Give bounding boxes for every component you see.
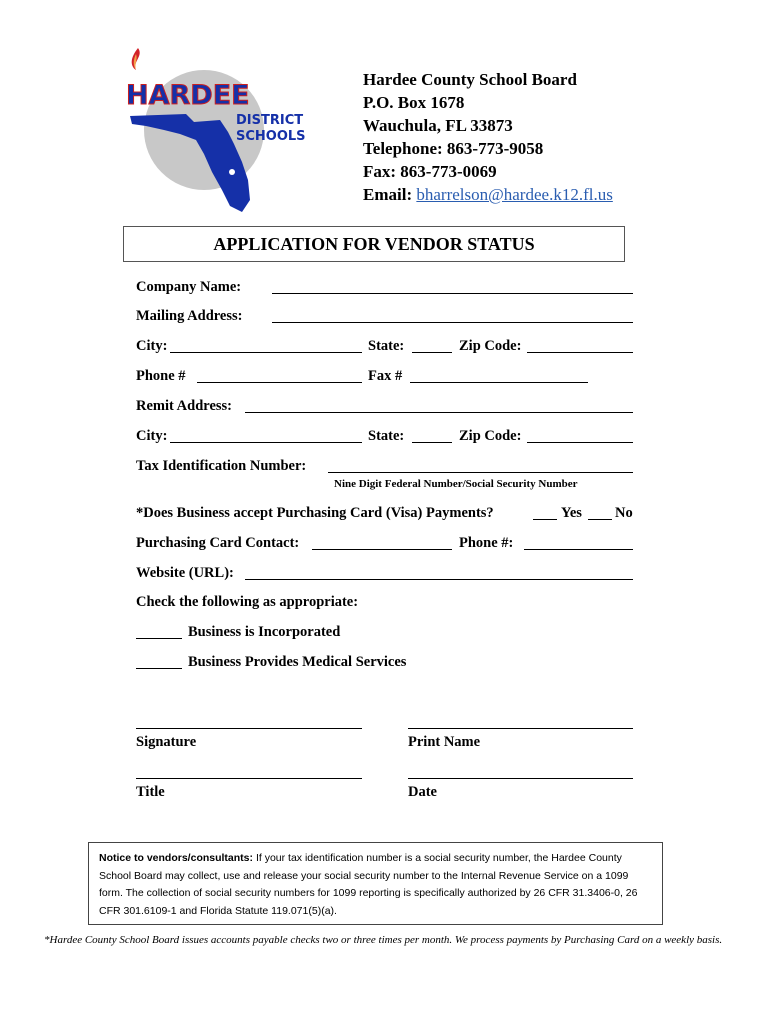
incorporated-checkline[interactable] xyxy=(136,638,182,639)
print-name-field[interactable] xyxy=(408,728,633,729)
remit-zip-field[interactable] xyxy=(527,442,633,443)
remit-address-label: Remit Address: xyxy=(136,398,232,414)
medical-checkline[interactable] xyxy=(136,668,182,669)
logo-word-hardee: HARDEE xyxy=(126,80,250,111)
check-heading: Check the following as appropriate: xyxy=(136,594,359,610)
logo-word-district: DISTRICT xyxy=(236,113,304,128)
mailing-address-field[interactable] xyxy=(272,322,633,323)
incorporated-label: Business is Incorporated xyxy=(188,624,341,640)
signature-label: Signature xyxy=(136,734,197,750)
company-name-label: Company Name: xyxy=(136,279,242,295)
medical-label: Business Provides Medical Services xyxy=(188,654,407,670)
signature-field[interactable] xyxy=(136,728,362,729)
notice-heading: Notice to vendors/consultants: xyxy=(99,852,254,864)
logo-word-schools: SCHOOLS xyxy=(236,129,306,144)
state-label: State: xyxy=(368,338,405,354)
company-name-field[interactable] xyxy=(272,293,633,294)
org-email-line xyxy=(363,183,613,206)
org-phone: Telephone: 863-773-9058 xyxy=(363,139,544,158)
logo-star-icon xyxy=(229,169,235,175)
pcard-question: *Does Business accept Purchasing Card (Visa) Payments? xyxy=(136,505,494,521)
zip-label: Zip Code: xyxy=(459,338,522,354)
state-field[interactable] xyxy=(412,352,452,353)
district-logo xyxy=(124,44,324,216)
pcard-no-label: No xyxy=(615,505,633,521)
pcard-contact-label: Purchasing Card Contact: xyxy=(136,535,300,551)
tax-id-note: Nine Digit Federal Number/Social Security Number xyxy=(334,478,578,490)
remit-state-field[interactable] xyxy=(412,442,452,443)
pcard-yes-label: Yes xyxy=(561,505,582,521)
pcard-contact-field[interactable] xyxy=(312,549,452,550)
phone-label: Phone # xyxy=(136,368,186,384)
org-name: Hardee County School Board xyxy=(363,70,577,89)
title-field[interactable] xyxy=(136,778,362,779)
date-field[interactable] xyxy=(408,778,633,779)
phone-field[interactable] xyxy=(197,382,362,383)
date-label: Date xyxy=(408,784,437,800)
print-name-label: Print Name xyxy=(408,734,481,750)
org-email-label: Email: xyxy=(363,185,413,204)
pcard-phone-label: Phone #: xyxy=(459,535,514,551)
tax-id-field[interactable] xyxy=(328,472,633,473)
fax-field[interactable] xyxy=(410,382,588,383)
remit-city-field[interactable] xyxy=(170,442,362,443)
form-title: APPLICATION FOR VENDOR STATUS xyxy=(123,226,625,262)
org-fax: Fax: 863-773-0069 xyxy=(363,162,497,181)
tax-id-label: Tax Identification Number: xyxy=(136,458,307,474)
website-label: Website (URL): xyxy=(136,565,234,581)
notice-body: If your tax identification number is a social security number, the Hardee County School Board may collect, use and release your social security number to the Internal Revenue Service on a 1099 form. The collection of social security numbers for 1099 reporting is specifically authorized by 26 CFR 31.3406-0, 26 CFR 301.6109-1 and Florida Statute 119.071(5)(a). xyxy=(99,852,638,917)
org-pobox: P.O. Box 1678 xyxy=(363,93,465,112)
remit-city-label: City: xyxy=(136,428,168,444)
org-address-block xyxy=(363,68,613,206)
remit-address-field[interactable] xyxy=(245,412,633,413)
remit-state-label: State: xyxy=(368,428,405,444)
zip-field[interactable] xyxy=(527,352,633,353)
pcard-phone-field[interactable] xyxy=(524,549,633,550)
district-logo-graphic xyxy=(124,44,324,216)
vendor-notice-box xyxy=(88,842,663,925)
title-label: Title xyxy=(136,784,165,800)
website-field[interactable] xyxy=(245,579,633,580)
city-label: City: xyxy=(136,338,168,354)
pcard-yes-field[interactable] xyxy=(533,519,557,520)
fax-label: Fax # xyxy=(368,368,403,384)
payment-footnote: *Hardee County School Board issues accounts payable checks two or three times per month. We process payments by Purchasing Card on a weekly basis. xyxy=(44,934,723,946)
mailing-address-label: Mailing Address: xyxy=(136,308,243,324)
city-field[interactable] xyxy=(170,352,362,353)
pcard-no-field[interactable] xyxy=(588,519,612,520)
org-city: Wauchula, FL 33873 xyxy=(363,116,513,135)
org-email-link[interactable]: bharrelson@hardee.k12.fl.us xyxy=(416,185,613,204)
remit-zip-label: Zip Code: xyxy=(459,428,522,444)
